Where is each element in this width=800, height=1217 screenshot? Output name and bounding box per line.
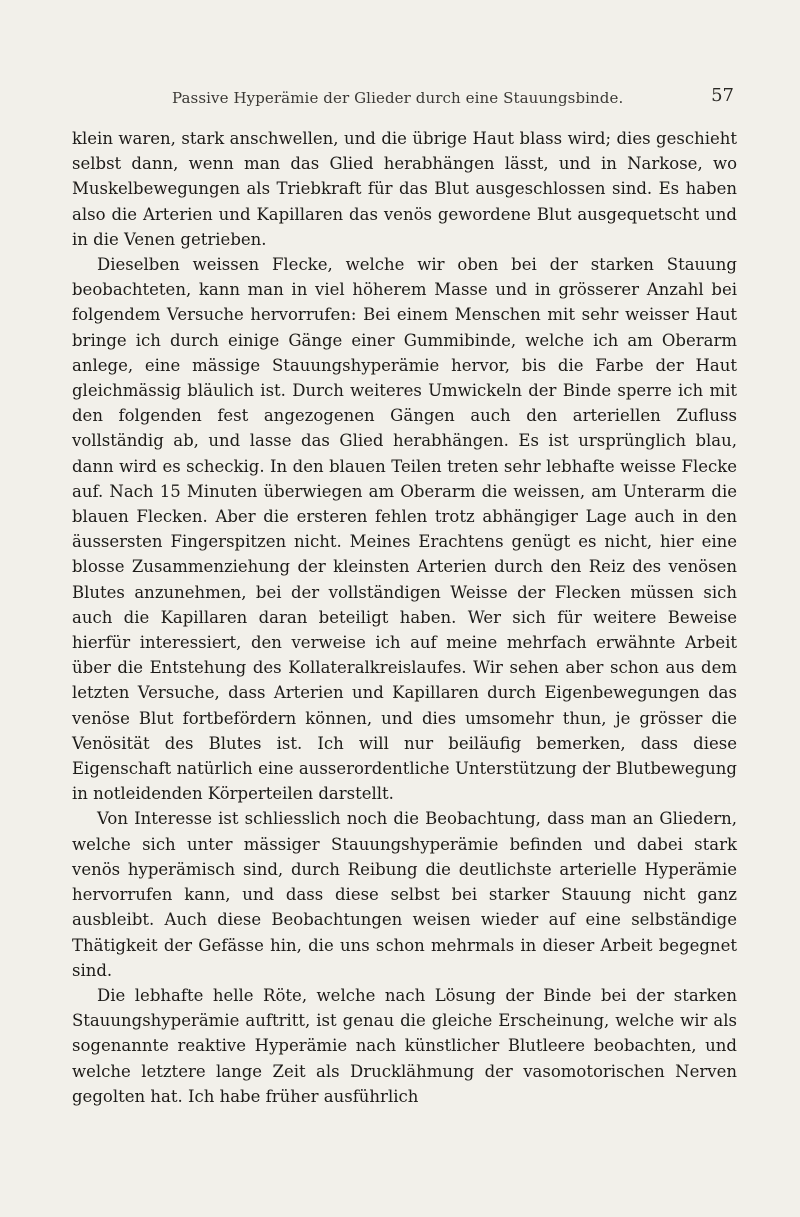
- paragraph: Die lebhafte helle Röte, welche nach Lösung der Binde bei der starken Stauungshyperämie auftritt, ist genau die gleiche Erscheinung, welche wir als sogenannte reaktive Hyperämie nach künstlicher Blutleere beobachten, und welche letztere lange Zeit als Drucklähmung der vasomotorischen Nerven gegolten hat. Ich habe früher ausführlich: [72, 985, 737, 1106]
- paragraph: Von Interesse ist schliesslich noch die Beobachtung, dass man an Gliedern, welche sich unter mässiger Stauungshyperämie befinden und dabei stark venös hyperämisch sind, durch Reibung die deutlichste arterielle Hyperämie hervorrufen kann, und dass diese selbst bei starker Stauung nicht ganz ausbleibt. Auch diese Beobachtungen weisen wieder auf eine selbständige Thätigkeit der Gefässe hin, die uns schon mehrmals in dieser Arbeit begegnet sind.: [72, 809, 737, 980]
- running-header: Passive Hyperämie der Glieder durch eine Stauungsbinde.: [172, 89, 624, 107]
- paragraph-continuation: klein waren, stark anschwellen, und die übrige Haut blass wird; dies geschieht selbst dann, wenn man das Glied herabhängen lässt, und in Narkose, wo Muskelbewegungen als Triebkraft für das Blut ausgeschlossen sind. Es haben also die Arterien und Kapillaren das venös gewordene Blut ausgequetscht und in die Venen getrieben.: [72, 129, 737, 249]
- page-number: 57: [711, 85, 734, 106]
- paragraph: Dieselben weissen Flecke, welche wir oben bei der starken Stauung beobachteten, kann man in viel höherem Masse und in grösserer Anzahl bei folgendem Versuche hervorrufen: Bei einem Menschen mit sehr weisser Haut bringe ich durch einige Gänge einer Gummibinde, welche ich am Oberarm anlege, eine mässige Stauungshyperämie hervor, bis die Farbe der Haut gleichmässig bläulich ist. Durch weiteres Umwickeln der Binde sperre ich mit den folgenden fest angezogenen Gängen auch den arteriellen Zufluss vollständig ab, und lasse das Glied herabhängen. Es ist ursprünglich blau, dann wird es scheckig. In den blauen Teilen treten sehr lebhafte weisse Flecke auf. Nach 15 Minuten überwiegen am Oberarm die weissen, am Unterarm die blauen Flecken. Aber die ersteren fehlen trotz abhängiger Lage auch in den äussersten Fingerspitzen nicht. Meines Erachtens genügt es nicht, hier eine blosse Zusammenziehung der kleinsten Arterien durch den Reiz des venösen Blutes anzunehmen, bei der vollständigen Weisse der Flecken müssen sich auch die Kapillaren daran beteiligt haben. Wer sich für weitere Beweise hierfür interessiert, den verweise ich auf meine mehrfach erwähnte Arbeit über die Entstehung des Kollateralkreislaufes. Wir sehen aber schon aus dem letzten Versuche, dass Arterien und Kapillaren durch Eigenbewegungen das venöse Blut fortbefördern können, und dies umsomehr thun, je grösser die Venösität des Blutes ist. Ich will nur beiläufig bemerken, dass diese Eigenschaft natürlich eine ausserordentliche Unterstützung der Blutbewegung in notleidenden Körperteilen darstellt.: [72, 255, 737, 804]
- body-text: [72, 126, 737, 1109]
